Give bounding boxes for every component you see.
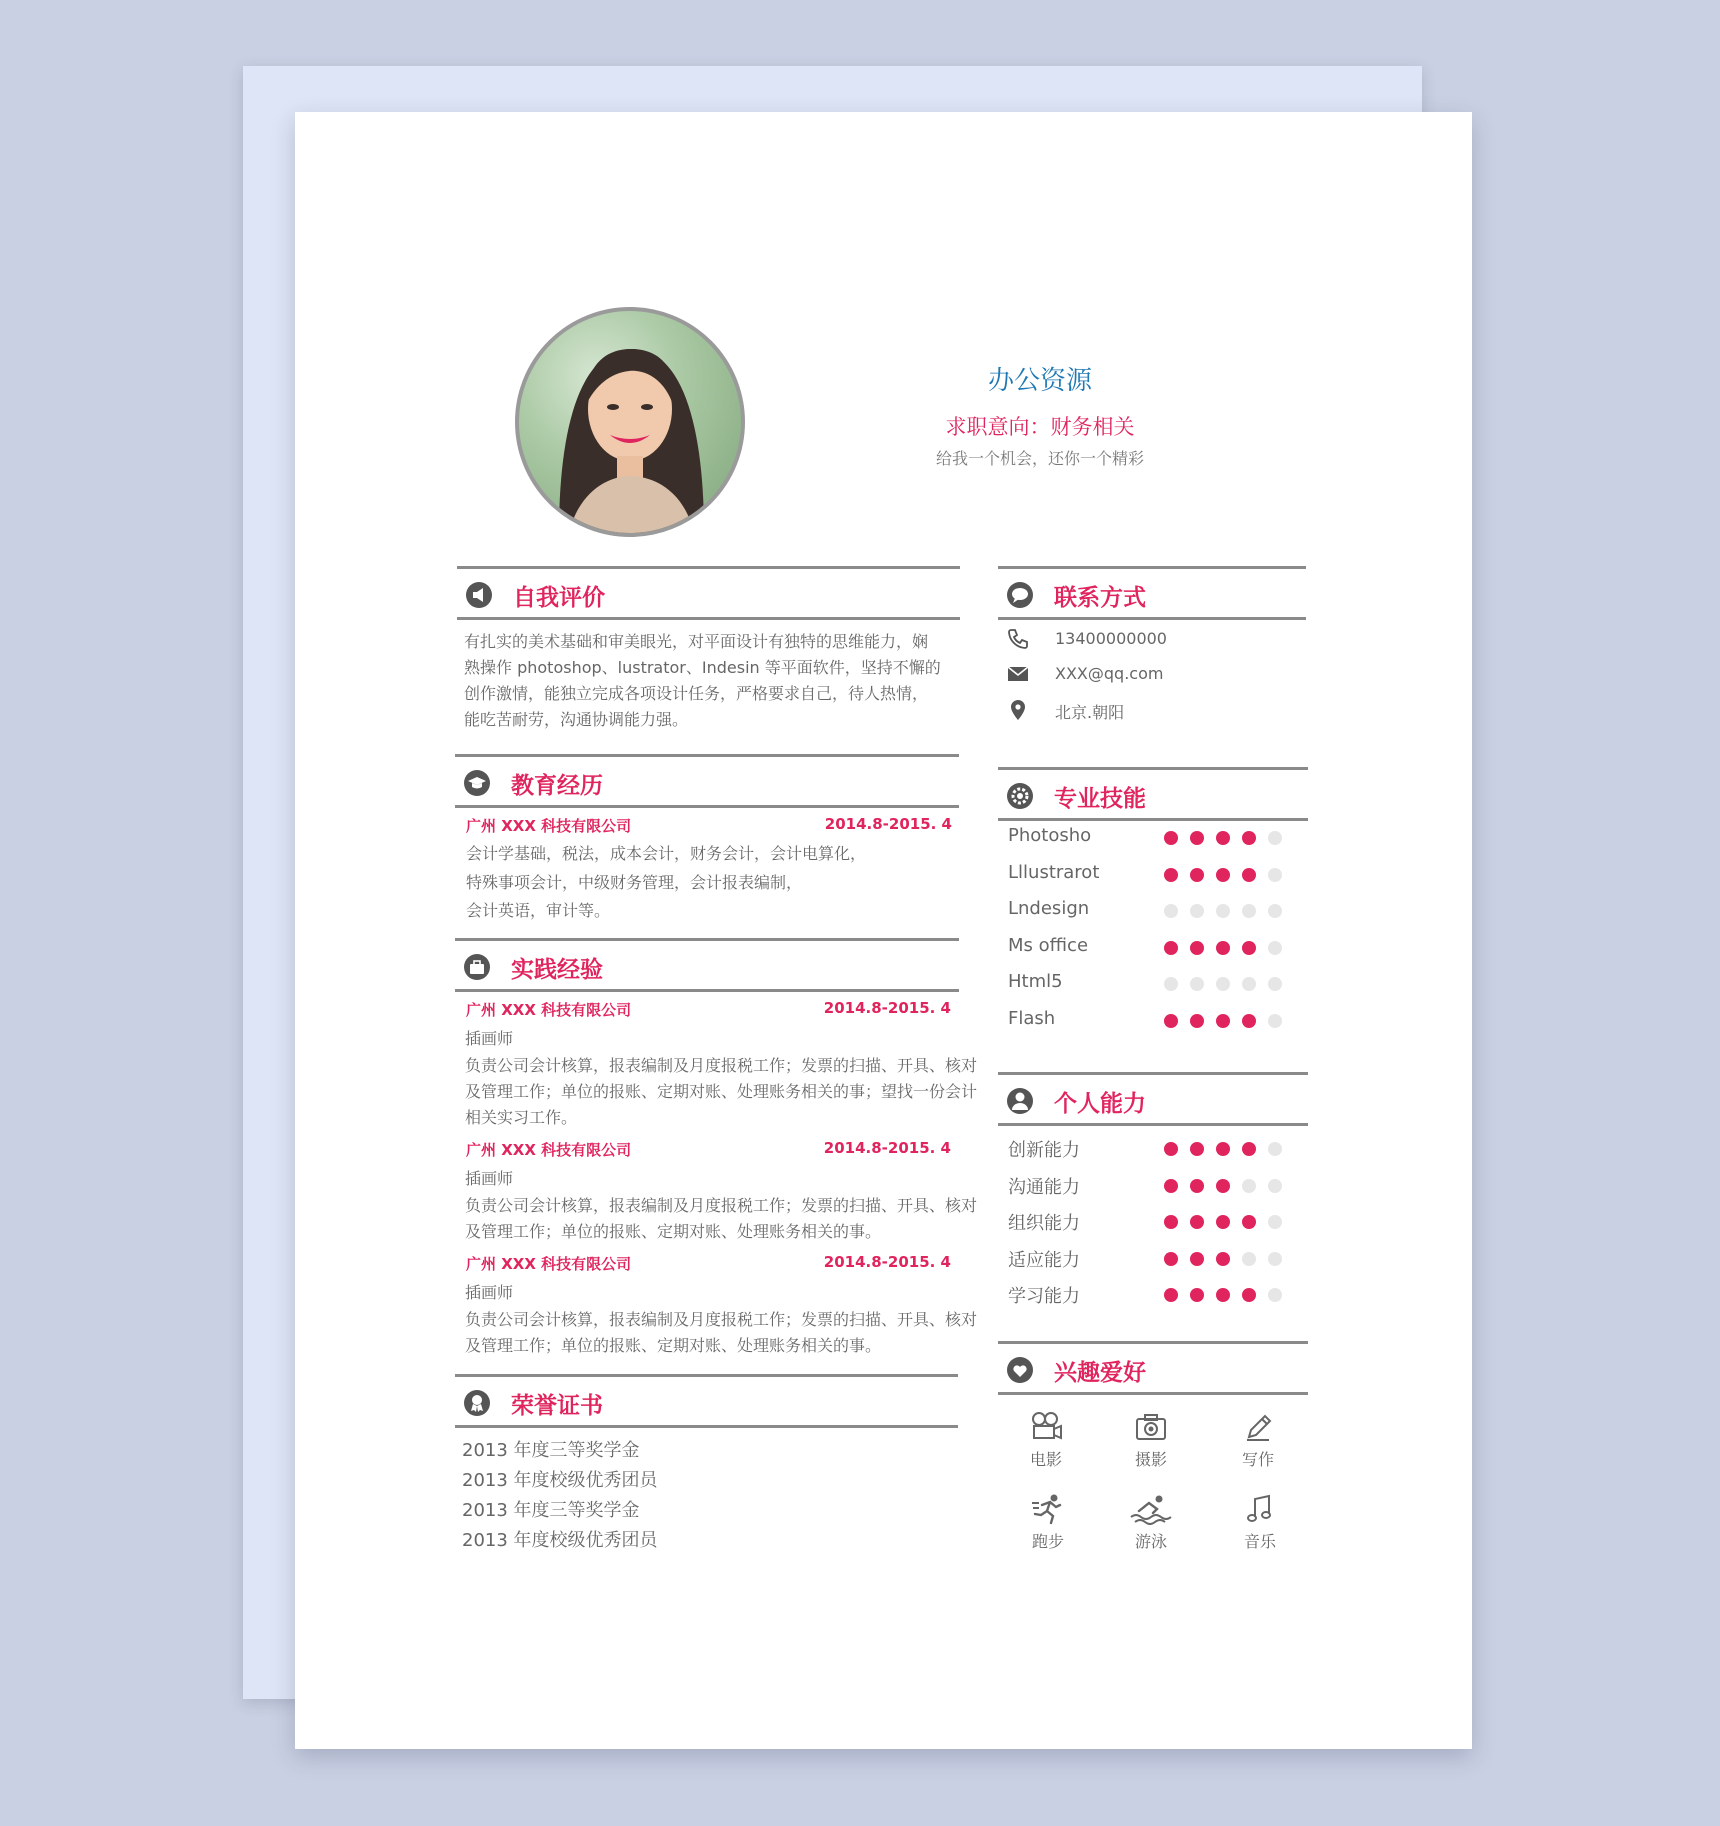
hobby-label: 电影	[1029, 1450, 1062, 1469]
music-note-icon	[1243, 1493, 1277, 1525]
pencil-icon	[1241, 1411, 1275, 1443]
rating-dot-filled	[1190, 831, 1204, 845]
rating-dot-filled	[1190, 1252, 1204, 1266]
practice-entry-header	[466, 1139, 951, 1159]
rating-dot-filled	[1216, 1142, 1230, 1156]
swimming-icon	[1129, 1493, 1173, 1525]
gear-icon	[1006, 782, 1034, 810]
rating-dot-empty	[1242, 904, 1256, 918]
ability-name: 适应能力	[1008, 1249, 1080, 1271]
rating-dot-empty	[1268, 831, 1282, 845]
section-title: 个人能力	[1054, 1091, 1146, 1117]
hobby-label: 写作	[1241, 1450, 1274, 1469]
skill-row	[1008, 933, 1288, 963]
rating-dot-filled	[1190, 1142, 1204, 1156]
rating-dot-filled	[1190, 941, 1204, 955]
award-medal-icon	[463, 1389, 491, 1417]
rating-dot-empty	[1242, 1252, 1256, 1266]
self-eval-line: 熟操作 photoshop、lustrator、Indesin 等平面软件，坚持不懈的	[464, 658, 941, 677]
hobby-swimming	[1106, 1493, 1196, 1552]
ability-row	[1008, 1244, 1288, 1274]
rating-dot-empty	[1268, 1252, 1282, 1266]
rating-dot-filled	[1190, 868, 1204, 882]
rating-dot-filled	[1164, 1142, 1178, 1156]
job-intent: 求职意向：财务相关	[945, 415, 1135, 439]
section-title: 教育经历	[511, 773, 603, 799]
date-range: 2014.8-2015. 4	[823, 1253, 951, 1271]
company-name: 广州 XXX 科技有限公司	[466, 1255, 632, 1273]
rating-dot-filled	[1164, 868, 1178, 882]
rating-dot-filled	[1164, 1215, 1178, 1229]
section-title: 自我评价	[513, 585, 605, 611]
rating-dot-filled	[1164, 1014, 1178, 1028]
chat-bubble-icon	[1006, 581, 1034, 609]
skill-row	[1008, 1006, 1288, 1036]
skills-header	[998, 767, 1308, 821]
rating-dot-empty	[1268, 1014, 1282, 1028]
honor-item: 2013 年度校级优秀团员	[462, 1470, 658, 1491]
job-role: 插画师	[465, 1283, 514, 1302]
duty-line: 负责公司会计核算，报表编制及月度报税工作；发票的扫描、开具、核对	[465, 1310, 978, 1329]
practice-entry-header	[466, 1253, 951, 1273]
email-address: XXX@qq.com	[1055, 664, 1164, 683]
self-eval-line: 有扎实的美术基础和审美眼光，对平面设计有独特的思维能力，娴	[464, 632, 929, 651]
skill-name: Html5	[1008, 971, 1063, 992]
skill-row	[1008, 969, 1288, 999]
abilities-header	[998, 1072, 1308, 1126]
hobby-movie	[1001, 1411, 1091, 1470]
rating-dot-empty	[1190, 977, 1204, 991]
rating-dot-filled	[1242, 941, 1256, 955]
hobby-label: 摄影	[1134, 1450, 1167, 1469]
rating-dot-filled	[1242, 1215, 1256, 1229]
practice-entry-header	[466, 999, 951, 1019]
honor-item: 2013 年度三等奖学金	[462, 1500, 640, 1521]
rating-dot-filled	[1216, 1014, 1230, 1028]
rating-dot-empty	[1268, 868, 1282, 882]
rating-dot-filled	[1164, 1252, 1178, 1266]
rating-dot-empty	[1268, 1179, 1282, 1193]
graduation-cap-icon	[463, 769, 491, 797]
rating-dot-filled	[1216, 1252, 1230, 1266]
duty-line: 负责公司会计核算，报表编制及月度报税工作；发票的扫描、开具、核对	[465, 1196, 978, 1215]
rating-dot-empty	[1216, 904, 1230, 918]
rating-dot-filled	[1242, 831, 1256, 845]
self-eval-header	[457, 566, 960, 620]
duty-line: 负责公司会计核算，报表编制及月度报税工作；发票的扫描、开具、核对	[465, 1056, 978, 1075]
hobby-writing	[1213, 1411, 1303, 1470]
date-range: 2014.8-2015. 4	[823, 1139, 951, 1157]
rating-dot-filled	[1190, 1215, 1204, 1229]
rating-dot-filled	[1242, 1014, 1256, 1028]
ability-row	[1008, 1207, 1288, 1237]
rating-dot-filled	[1216, 941, 1230, 955]
hobby-running	[1003, 1493, 1093, 1552]
rating-dot-filled	[1190, 1288, 1204, 1302]
company-name: 广州 XXX 科技有限公司	[466, 1001, 632, 1019]
rating-dot-filled	[1216, 831, 1230, 845]
job-role: 插画师	[465, 1029, 514, 1048]
rating-dot-empty	[1268, 941, 1282, 955]
rating-dot-empty	[1164, 904, 1178, 918]
self-eval-line: 创作激情，能独立完成各项设计任务，严格要求自己，待人热情，	[464, 684, 929, 703]
rating-dot-empty	[1268, 1215, 1282, 1229]
hobby-label: 音乐	[1243, 1532, 1276, 1551]
self-eval-line: 能吃苦耐劳，沟通协调能力强。	[464, 710, 689, 729]
skill-name: Lndesign	[1008, 898, 1090, 919]
rating-dot-filled	[1242, 1142, 1256, 1156]
phone-number: 13400000000	[1055, 629, 1167, 648]
course-line: 会计学基础，税法，成本会计，财务会计，会计电算化，	[466, 844, 867, 863]
address: 北京.朝阳	[1055, 703, 1125, 722]
section-title: 实践经验	[511, 957, 603, 983]
company-name: 广州 XXX 科技有限公司	[466, 817, 632, 835]
honor-item: 2013 年度三等奖学金	[462, 1440, 640, 1461]
duty-line: 及管理工作；单位的报账、定期对账、处理账务相关的事；望找一份会计	[465, 1082, 978, 1101]
skill-name: Lllustrarot	[1008, 861, 1100, 883]
envelope-icon	[1006, 662, 1030, 686]
rating-dot-filled	[1190, 1179, 1204, 1193]
course-line: 特殊事项会计，中级财务管理，会计报表编制，	[466, 873, 803, 892]
running-icon	[1030, 1493, 1066, 1525]
rating-dot-empty	[1216, 977, 1230, 991]
rating-dot-filled	[1190, 1014, 1204, 1028]
skill-name: Flash	[1008, 1007, 1056, 1029]
ability-name: 学习能力	[1008, 1286, 1080, 1307]
rating-dot-filled	[1164, 1179, 1178, 1193]
rating-dot-filled	[1164, 1288, 1178, 1302]
rating-dot-filled	[1216, 868, 1230, 882]
contact-header	[998, 566, 1306, 620]
course-line: 会计英语，审计等。	[466, 901, 611, 920]
person-icon	[1006, 1087, 1034, 1115]
ability-row	[1008, 1280, 1288, 1310]
section-title: 兴趣爱好	[1054, 1360, 1146, 1386]
duty-line: 相关实习工作。	[465, 1108, 578, 1127]
film-camera-icon	[1029, 1411, 1063, 1443]
rating-dot-empty	[1242, 977, 1256, 991]
company-name: 广州 XXX 科技有限公司	[466, 1141, 632, 1159]
date-range: 2014.8-2015. 4	[824, 815, 952, 833]
rating-dot-filled	[1242, 1288, 1256, 1302]
rating-dot-empty	[1268, 1142, 1282, 1156]
motto: 给我一个机会，还你一个精彩	[935, 449, 1144, 468]
rating-dot-filled	[1216, 1215, 1230, 1229]
duty-line: 及管理工作；单位的报账、定期对账、处理账务相关的事。	[465, 1222, 882, 1241]
job-role: 插画师	[465, 1169, 514, 1188]
skill-row	[1008, 823, 1288, 853]
section-title: 荣誉证书	[511, 1393, 603, 1419]
candidate-name: 办公资源	[987, 366, 1092, 396]
location-pin-icon	[1006, 698, 1030, 722]
profile-photo	[515, 307, 745, 537]
ability-name: 组织能力	[1008, 1213, 1080, 1234]
camera-icon	[1134, 1411, 1168, 1443]
rating-dot-empty	[1164, 977, 1178, 991]
rating-dot-empty	[1242, 1179, 1256, 1193]
ability-row	[1008, 1171, 1288, 1201]
skill-name: Ms office	[1008, 934, 1089, 956]
ability-name: 创新能力	[1008, 1140, 1080, 1161]
rating-dot-empty	[1268, 977, 1282, 991]
section-title: 联系方式	[1054, 585, 1146, 611]
megaphone-icon	[465, 581, 493, 609]
rating-dot-empty	[1268, 904, 1282, 918]
rating-dot-filled	[1164, 831, 1178, 845]
phone-icon	[1006, 627, 1030, 651]
education-header	[455, 754, 959, 808]
hobby-music	[1215, 1493, 1305, 1552]
section-title: 专业技能	[1054, 786, 1146, 812]
heart-icon	[1006, 1356, 1034, 1384]
skill-row	[1008, 896, 1288, 926]
rating-dot-empty	[1190, 904, 1204, 918]
skill-name: Photosho	[1008, 825, 1092, 846]
hobby-photography	[1106, 1411, 1196, 1470]
education-entry-header	[466, 815, 952, 835]
rating-dot-filled	[1242, 868, 1256, 882]
honor-item: 2013 年度校级优秀团员	[462, 1530, 658, 1551]
ability-row	[1008, 1134, 1288, 1164]
hobby-label: 游泳	[1134, 1532, 1167, 1551]
honors-header	[455, 1374, 958, 1428]
hobby-label: 跑步	[1031, 1532, 1064, 1551]
briefcase-icon	[463, 953, 491, 981]
rating-dot-filled	[1216, 1288, 1230, 1302]
duty-line: 及管理工作；单位的报账、定期对账、处理账务相关的事。	[465, 1336, 882, 1355]
rating-dot-empty	[1268, 1288, 1282, 1302]
rating-dot-filled	[1216, 1179, 1230, 1193]
skill-row	[1008, 860, 1288, 890]
rating-dot-filled	[1164, 941, 1178, 955]
date-range: 2014.8-2015. 4	[823, 999, 951, 1017]
hobbies-header	[998, 1341, 1308, 1395]
ability-name: 沟通能力	[1008, 1176, 1080, 1198]
practice-header	[455, 938, 959, 992]
